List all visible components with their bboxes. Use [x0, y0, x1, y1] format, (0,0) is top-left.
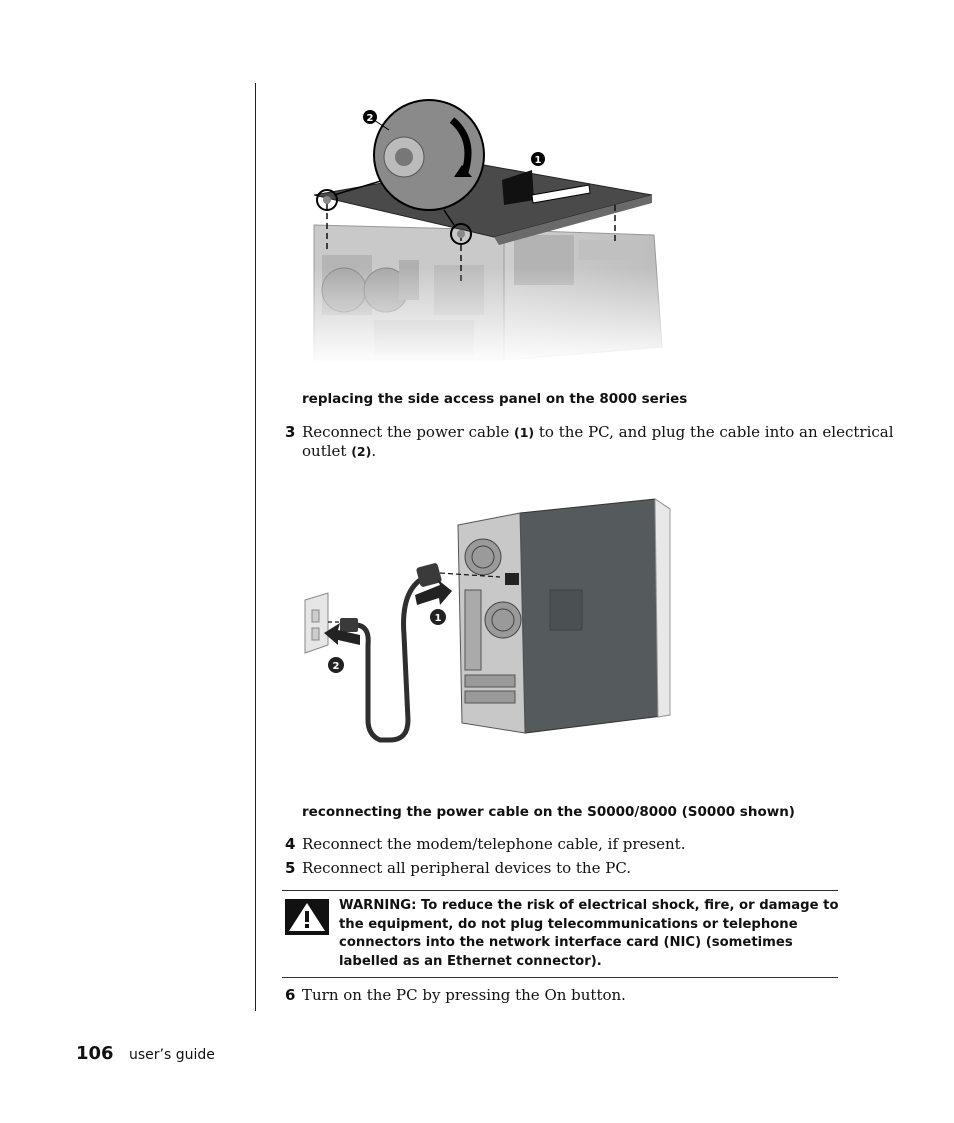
step-3-line1: Reconnect the power cable (1) to the PC, and plug the cable into an electrical [302, 423, 894, 441]
step-6-number: 6 [285, 986, 296, 1004]
warning-line-3: connectors into the network interface card (NIC) (sometimes [339, 935, 793, 950]
figure1-caption: replacing the side access panel on the 8000 series [302, 391, 688, 407]
figure2-callout-2: 2 [332, 661, 340, 672]
warning-line-2: the equipment, do not plug telecommunications or telephone [339, 916, 798, 932]
margin-rule [255, 83, 256, 1011]
warning-box [282, 890, 838, 978]
footer-title: user’s guide [129, 1047, 215, 1063]
step-4-text: Reconnect the modem/telephone cable, if present. [302, 835, 686, 853]
step-5-number: 5 [285, 859, 296, 877]
step-3-number: 3 [285, 423, 296, 441]
step-6-text: Turn on the PC by pressing the On button. [302, 986, 626, 1004]
figure-power-cable-illustration [300, 495, 680, 750]
figure2-caption: reconnecting the power cable on the S0000/8000 (S0000 shown) [302, 804, 795, 820]
figure2-callout-1: 1 [434, 613, 442, 624]
warning-line-4: labelled as an Ethernet connector). [339, 953, 602, 969]
step-3-line2: outlet (2). [302, 442, 377, 460]
page-number: 106 [76, 1043, 114, 1064]
step-5-text: Reconnect all peripheral devices to the PC. [302, 859, 632, 877]
warning-text [339, 897, 839, 971]
step-4-number: 4 [285, 835, 296, 853]
warning-line-1: WARNING: To reduce the risk of electrical shock, fire, or damage to [339, 898, 839, 913]
figure-side-panel-illustration [304, 85, 674, 365]
warning-icon [285, 899, 329, 939]
